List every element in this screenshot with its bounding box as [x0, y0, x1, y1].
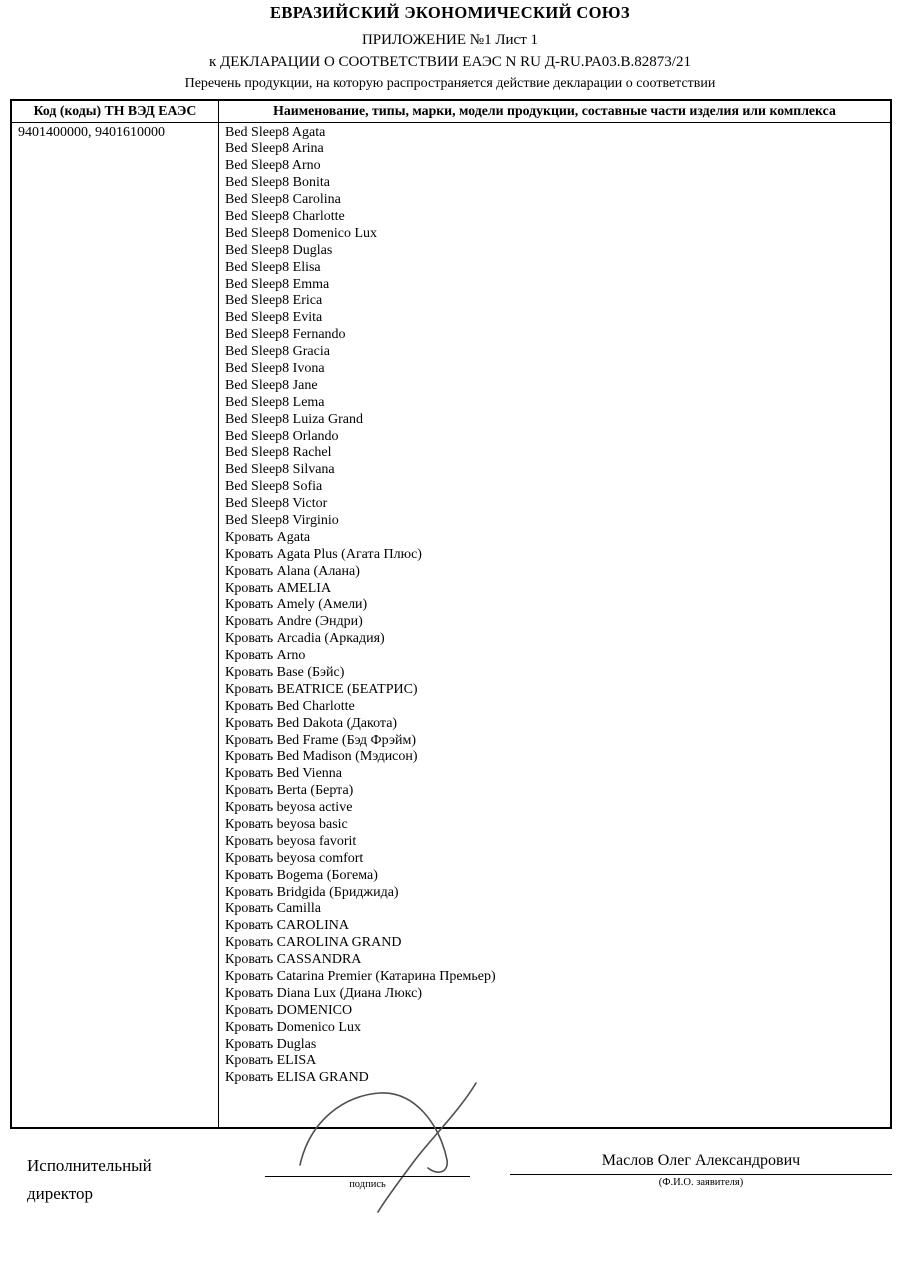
product-line: Bed Sleep8 Erica	[225, 293, 323, 309]
column-header-product-name: Наименование, типы, марки, модели продукции, составные части изделия или комплекса	[219, 100, 892, 122]
product-line: Кровать Duglas	[225, 1036, 317, 1052]
product-line: Bed Sleep8 Virginio	[225, 512, 339, 528]
product-line: Bed Sleep8 Fernando	[225, 327, 346, 343]
column-header-tnved-code: Код (коды) ТН ВЭД ЕАЭС	[11, 100, 219, 122]
product-line: Кровать Berta (Берта)	[225, 783, 354, 799]
product-line: Кровать Camilla	[225, 901, 321, 917]
product-line: Кровать beyosa active	[225, 800, 353, 816]
product-line: Bed Sleep8 Gracia	[225, 344, 330, 360]
applicant-name-caption: (Ф.И.О. заявителя)	[658, 1177, 744, 1188]
product-line: Кровать Base (Бэйс)	[225, 665, 345, 680]
product-line: Bed Sleep8 Jane	[225, 377, 318, 393]
product-line: Кровать CASSANDRA	[225, 952, 362, 968]
product-line: Кровать beyosa comfort	[225, 850, 364, 866]
product-line: Кровать Arcadia (Аркадия)	[225, 631, 385, 647]
product-line: Кровать ELISA GRAND	[225, 1070, 369, 1086]
product-line: Кровать CAROLINA GRAND	[225, 935, 402, 951]
product-line: Кровать Bed Madison (Мэдисон)	[225, 749, 418, 765]
applicant-name-field	[510, 1150, 892, 1188]
product-line: Кровать beyosa basic	[225, 817, 348, 833]
product-line: Bed Sleep8 Arno	[225, 158, 321, 174]
product-line: Кровать CAROLINA	[225, 918, 349, 934]
product-line: Bed Sleep8 Evita	[225, 310, 323, 326]
product-line: Кровать BEATRICE (БЕАТРИС)	[225, 681, 418, 697]
product-line: Bed Sleep8 Agata	[225, 124, 326, 140]
product-line: Кровать Agata Plus (Агата Плюс)	[225, 546, 422, 562]
product-line: Кровать Bogema (Богема)	[225, 867, 378, 883]
table-header-row	[11, 100, 891, 122]
product-line: Кровать Bed Frame (Бэд Фрэйм)	[225, 732, 416, 748]
product-line: Bed Sleep8 Lema	[225, 394, 325, 410]
product-line: Bed Sleep8 Bonita	[225, 175, 330, 191]
product-line: Кровать AMELIA	[225, 580, 332, 596]
product-line: Bed Sleep8 Victor	[225, 496, 328, 512]
product-list-description: Перечень продукции, на которую распространяется действие декларации о соответствии	[184, 76, 716, 91]
product-line: Bed Sleep8 Luiza Grand	[225, 411, 364, 427]
declaration-number-line: к ДЕКЛАРАЦИИ О СООТВЕТСТВИИ ЕАЭС N RU Д-RU.РА03.В.82873/21	[209, 54, 691, 70]
product-line: Кровать Catarina Premier (Катарина Премьер)	[225, 969, 496, 985]
product-line: Кровать Bed Charlotte	[225, 698, 355, 714]
applicant-name: Маслов Олег Александрович	[510, 1150, 892, 1175]
product-line: Кровать Arno	[225, 648, 306, 664]
product-line: Bed Sleep8 Sofia	[225, 479, 323, 495]
signature-caption: подпись	[349, 1179, 386, 1190]
product-line: Кровать Agata	[225, 529, 311, 545]
appendix-line: ПРИЛОЖЕНИЕ №1 Лист 1	[361, 32, 539, 48]
product-line: Bed Sleep8 Arina	[225, 141, 324, 157]
product-line: Кровать Amely (Амели)	[225, 597, 368, 613]
product-line: Bed Sleep8 Ivona	[225, 360, 325, 376]
document-title: ЕВРАЗИЙСКИЙ ЭКОНОМИЧЕСКИЙ СОЮЗ	[269, 3, 630, 22]
executive-director-title: Исполнительный директор	[27, 1156, 152, 1203]
product-line: Кровать Andre (Эндри)	[225, 614, 363, 630]
product-line: Bed Sleep8 Carolina	[225, 192, 341, 208]
tnved-code-cell: 9401400000, 9401610000	[11, 122, 219, 1128]
product-line: Bed Sleep8 Orlando	[225, 428, 339, 444]
product-line: Кровать ELISA	[225, 1053, 317, 1069]
signature-line	[265, 1160, 470, 1177]
product-line: Bed Sleep8 Charlotte	[225, 208, 345, 224]
products-list-cell	[219, 122, 892, 1128]
product-line: Кровать DOMENICO	[225, 1002, 353, 1018]
product-line: Кровать Domenico Lux	[225, 1019, 361, 1035]
product-line: Bed Sleep8 Emma	[225, 276, 330, 292]
signature-field	[265, 1160, 470, 1190]
product-line: Bed Sleep8 Domenico Lux	[225, 225, 378, 241]
product-line: Кровать Bed Vienna	[225, 766, 343, 782]
document-header	[0, 3, 900, 92]
table-row	[11, 122, 891, 1128]
product-line: Кровать Diana Lux (Диана Люкс)	[225, 985, 423, 1001]
product-line: Bed Sleep8 Elisa	[225, 259, 321, 275]
product-line: Кровать Bed Dakota (Дакота)	[225, 715, 398, 731]
product-line: Кровать Alana (Алана)	[225, 563, 360, 579]
products-table	[10, 99, 892, 1129]
product-line: Кровать Bridgida (Бриджида)	[225, 884, 399, 900]
product-line: Bed Sleep8 Silvana	[225, 462, 335, 478]
product-line: Bed Sleep8 Duglas	[225, 242, 333, 258]
product-line: Кровать beyosa favorit	[225, 833, 357, 849]
product-line: Bed Sleep8 Rachel	[225, 445, 332, 461]
